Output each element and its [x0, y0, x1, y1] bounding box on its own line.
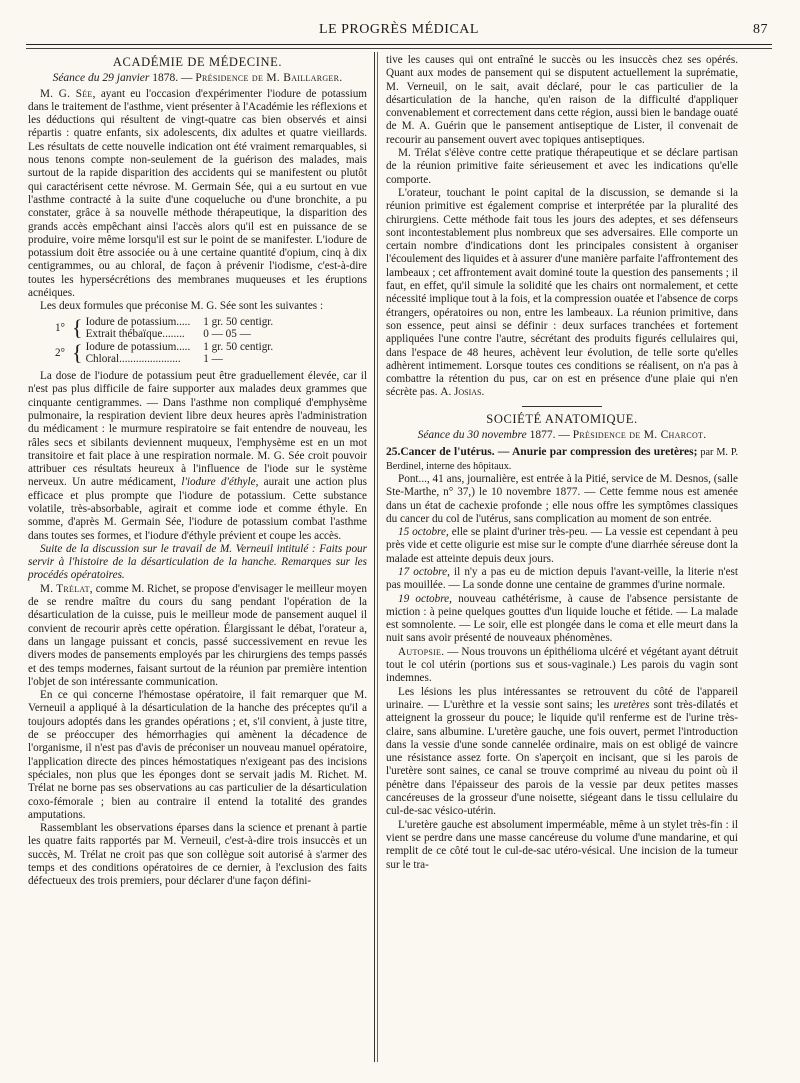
paragraph-dose	[28, 370, 367, 543]
paragraph-rassemblant: Rassemblant les observations éparses dans la science et prenant à partie les quatre faits rapportés par M. Verneuil, c'est-à-dire trois insuccès et un succès, M. Trélat ne croit pas que son collègue soit autorisé à s'armer des temps et des conditions opératoires de ce dernier, à l'exclusion des faits défectueux des trois premiers, pour déclarer d'une façon défini-	[28, 822, 367, 888]
formula-number: 2°	[54, 347, 66, 360]
seance-line	[386, 429, 738, 442]
formula-number: 1°	[54, 321, 66, 334]
seance-line	[28, 72, 367, 85]
paragraph-see	[28, 88, 367, 301]
formula-ingredient: Extrait thébaïque........	[85, 328, 185, 341]
formula-ingredient: Iodure de potassium.....	[85, 315, 191, 328]
paragraph-text: L'orateur, touchant le point capital de la discussion, se demande si la réunion primitive est également comprise et interprétée par la pluralité des chirurgiens. Cette méthode fait tous les jours des adeptes, et ses défenseurs sont incontestablement plus nombreux que ses adversaires. Elle comporte un certain nombre d'indications dont les principales consistent à organiser l'écoulement des liquides et à assurer d'une manière parfaite l'affrontement des lambeaux ; cet affrontement avait dominé toute la question des pansements ; il faut, en effet, qu'il simule la solidité que les chairs ont normalement, et cette nécessité implique tout à la fois, et la compression ouatée et l'absence de corps étrangers, opératoires ou non, entre les lambeaux. La réunion primitive, dans son essence, peut ainsi se définir : deux surfaces tranchées et fortement appliquées l'une contre l'autre, sécrétant des produits figurés cellulaires qui, dans l'espace de 48 heures, achèvent leur évolution, de telle sorte qu'elles adhèrent intimement. Lorsque toutes ces conditions se réalisent, on n'a pas à combattre la rétention du pus, car on est en présence d'une plaie qui n'en sécrète pas.	[386, 186, 738, 399]
paragraph-text: il n'y a pas eu de miction depuis l'avant-veille, la literie n'est pas mouillée. — La sonde donne une centaine de grammes d'urine normale.	[386, 565, 739, 592]
paragraph-autopsie	[386, 646, 738, 686]
paragraph-text: nouveau cathétérisme, à cause de l'absence persistante de miction : à peine quelques gouttes d'un liquide louche et fétide. — La malade est somnolente. — Le soir, elle est plongée dans le coma et elle meurt dans la nuit sans avoir présenté de nouveaux phénomènes.	[386, 592, 738, 645]
article-number: 25.	[386, 446, 401, 459]
header-rule	[26, 44, 772, 45]
paragraph-15-oct	[386, 526, 738, 566]
formula-dose: 1 gr. 50 centigr.	[203, 340, 274, 353]
paragraph-17-oct	[386, 566, 738, 593]
article-heading: Cancer de l'utérus. — Anurie par compression des uretères;	[400, 446, 698, 459]
paragraph-trelat	[28, 583, 367, 689]
autopsie-label: Autopsie.	[398, 645, 445, 658]
italic-term: l'iodure d'éthyle	[181, 476, 256, 489]
paragraph-text: comme M. Richet, se propose d'envisager le meilleur moyen de se rendre maître du cours du sang pendant l'opération de la désarticulation de la cuisse, puis le meilleur mode de pansement auquel il convient de recourir après cette opération. Élargissant le débat, l'orateur a, dans un langage puissant et concis, passé successivement en revue les divers modes de pansements employés par les chirurgiens des temps passés et des temps modernes, faisant surtout de la réunion par première intention l'objet de son intéressante communication.	[28, 582, 368, 688]
header-rule-thin	[26, 48, 772, 49]
section-title-societe: SOCIÉTÉ ANATOMIQUE.	[486, 411, 638, 426]
section-separator	[522, 406, 602, 407]
paragraph-formules: Les deux formules que préconise M. G. Sée sont les suivantes :	[40, 300, 324, 313]
paragraph-19-oct	[386, 593, 738, 646]
formula-ingredient: Chloral......................	[85, 353, 181, 366]
author-signature: A. Josias.	[440, 386, 485, 399]
paragraph-text: sont très-dilatés et atteignent la grosseur du pouce; le liquide qu'il renferme est de l'urine très-claire, sans albumine. L'uretère gauche, une fois ouvert, permet l'introduction dans la vessie d'une sonde cannelée ordinaire, mais on est obligé de vaincre une résistance assez forte. On s'aperçoit en incisant, que si les parois de l'uretère sont saines, ce canal se trouve comprimé au niveau du point où il pénètre dans l'épaisseur des parois de la vessie par deux petites masses cancéreuses de la grosseur d'une noisette, siégeant dans le tissu cellulaire du cul-de-sac vésico-utérin.	[386, 698, 738, 818]
entry-date: 17 octobre,	[398, 565, 450, 578]
right-column	[386, 54, 738, 872]
formula-ingredient: Iodure de potassium.....	[85, 340, 191, 353]
left-column	[28, 54, 367, 889]
entry-date: 15 octobre,	[398, 526, 449, 539]
formula-row	[48, 341, 276, 354]
italic-term: uretères	[613, 698, 650, 711]
paragraph-lesions	[386, 686, 738, 819]
column-divider	[374, 52, 375, 1062]
paragraph-trelat-eleve: M. Trélat s'élève contre cette pratique thérapeutique et se déclare partisan de la réunion primitive faite sérieusement et avec les indications qu'elle comporte.	[386, 147, 738, 186]
paragraph-orateur	[386, 187, 738, 400]
formula-dose: 1 gr. 50 centigr.	[203, 315, 274, 328]
page-number: 87	[753, 22, 768, 37]
section-title-academie: ACADÉMIE DE MÉDECINE.	[112, 55, 283, 69]
paragraph-patient: Pont..., 41 ans, journalière, est entrée à la Pitié, service de M. Desnos, (salle Ste-Marthe, n° 37,) le 10 novembre 1877. — Cette femme nous est amenée dans un état de cachexie profonde ; elle nous offre les symptômes classiques du cancer du col de l'utérus, sans complication au moment de son entrée.	[386, 472, 738, 525]
paragraph-text: La dose de l'iodure de potassium peut être graduellement élevée, car il n'est pas plus difficile de faire supporter aux malades deux grammes que cinquante centigrammes. — Dans l'asthme non compliqué d'emphysème pulmonaire, la respiration devient libre deux heures après l'administration du médicament : le murmure respiratoire se fait entendre de nouveau, les râles secs et sibilants deviennent muqueux, l'emphysème est en un mot transitoire et fait place à une respiration normale. M. G. Sée croit pouvoir attribuer ces résultats heureux à l'influence de l'iode sur le système nerveux. Un autre médicament,	[28, 370, 367, 489]
formula-dose: 0 — 05 —	[203, 328, 251, 341]
seance-date: Séance du 29 janvier	[52, 72, 150, 85]
formula-table	[48, 316, 276, 366]
seance-year: 1878. —	[149, 72, 196, 85]
paragraph-uretere-gauche: L'uretère gauche est absolument imperméable, même à un stylet très-fin : il vient se perdre dans une masse cancéreuse du volume d'une mandarine, et qui remplit de ce côté tout le cul-de-sac utéro-vésical. Une incision de la tumeur sur le tra-	[386, 818, 738, 871]
speaker-name: M. G. Sée,	[40, 87, 96, 100]
paragraph-continuation: tive les causes qui ont entraîné le succès ou les insuccès chez ses opérés. Quant aux modes de pansement qui se disputent actuellement la suprématie, M. Verneuil, on le sait, avait déclaré, pour le cas particulier de la désarticulation de la hanche, qu'en raison de la difficulté d'appliquer convenablement et correctement dans cette région, aussi bien le bandage ouaté de M. A. Guérin que le pansement antiseptique de Lister, il convenait de recourir au pansement ouvert avec topiques antiseptiques.	[386, 54, 738, 146]
paragraph-text: elle se plaint d'uriner très-peu. — La vessie est cependant à peu près vide et cette oligurie est mise sur le compte d'une diarrhée séreuse dont la malade est atteinte depuis deux jours.	[386, 526, 738, 565]
discussion-heading: Suite de la discussion sur le travail de M. Verneuil intitulé : Faits pour servir à l'histoire de la désarticulation de la hanche. Remarques sur les procédés opératoires.	[28, 542, 367, 582]
seance-presidence: Présidence de M. Baillarger.	[195, 72, 343, 85]
journal-title: LE PROGRÈS MÉDICAL	[319, 22, 479, 37]
speaker-name: M. Trélat,	[40, 582, 93, 595]
paragraph-text: — Nous trouvons un épithélioma ulcéré et végétant ayant détruit tout le col utérin (portions sus et sous-vaginale.) Les parois du vagin sont indemnes.	[386, 645, 738, 685]
paragraph-hemostase: En ce qui concerne l'hémostase opératoire, il fait remarquer que M. Verneuil a appliqué à la désarticulation de la hanche des préceptes qu'il a toujours adoptés dans les grandes opérations ; et, s'il convient, à juste titre, de se préoccuper des hémorrhagies qui amènent la décadence de l'organisme, il n'est pas d'avis de préconiser un nouveau manuel opératoire, l'application directe des pinces hémostatiques n'exigeant pas des incisions spéciales, non plus que les éponges dont se servait jadis M. Richet. M. Trélat ne borne pas ses observations au cas particulier de la désarticulation coxo-fémorale ; bien au contraire il entend la totalité des grandes amputations.	[28, 689, 367, 821]
article-title	[386, 446, 738, 473]
seance-presidence: Présidence de M. Charcot.	[572, 429, 707, 442]
formula-row	[48, 316, 276, 329]
article-author: par M. P. Berdinel, interne des hôpitaux.	[386, 447, 738, 472]
paragraph-text: ayant eu l'occasion d'expérimenter l'iodure de potassium dans le traitement de l'asthme, vient présenter à l'Académie les réflexions et les déductions qui résultent de vingt-quatre cas bien observés et ainsi répartis : quatre enfants, six adolescents, dix adultes et quatre vieillards. Les résultats de cette nouvelle indication ont été vraiment remarquables, si nous tenons compte non-seulement de la guérison des malades, mais surtout de la rapide disparition des accidents qui se manifestent ou plutôt qui caractérisent cette névrose. M. Germain Sée, qui a eu surtout en vue l'asthme contracté à la suite d'une coqueluche ou d'une bronchite, a pu constater, grâce à sa nouvelle méthode thérapeutique, la disparition des grands accès empêchant ainsi l'accès alors qu'il est en puissance de se produire, voire même lorsqu'il est sur le point de se manifester. L'iodure de potassium doit être associée ou à une certaine quantité d'opium, cinq à dix centigrammes, ou au chloral, de façon à prévenir l'iodisme, c'est-à-dire toutes les hypersécrétions des membranes muqueuses et les éruptions acnéiques.	[28, 87, 367, 300]
seance-date: Séance du 30 novembre	[417, 429, 527, 442]
brace-glyph: {	[72, 340, 83, 366]
brace-glyph: {	[72, 315, 83, 341]
entry-date: 19 octobre,	[398, 592, 452, 605]
running-head	[26, 20, 772, 42]
paragraph-text: Les lésions les plus intéressantes se retrouvent du côté de l'appareil urinaire. — L'urèthre et la vessie sont sains; les	[386, 685, 738, 711]
column-divider-thin	[377, 52, 378, 1062]
seance-year: 1877. —	[526, 429, 573, 442]
paragraph-text: , aurait une action plus efficace et plus prompte que l'iodure de potassium. Cette substance volatile, très-absorbable, agirait et comme iode et comme éthyle. En somme, d'après M. Germain Sée, l'iodure de potassium combat l'asthme dans toutes ses formes, et l'iodure d'éthyle prévient et coupe les accès.	[28, 476, 368, 542]
formula-dose: 1 —	[203, 353, 223, 366]
